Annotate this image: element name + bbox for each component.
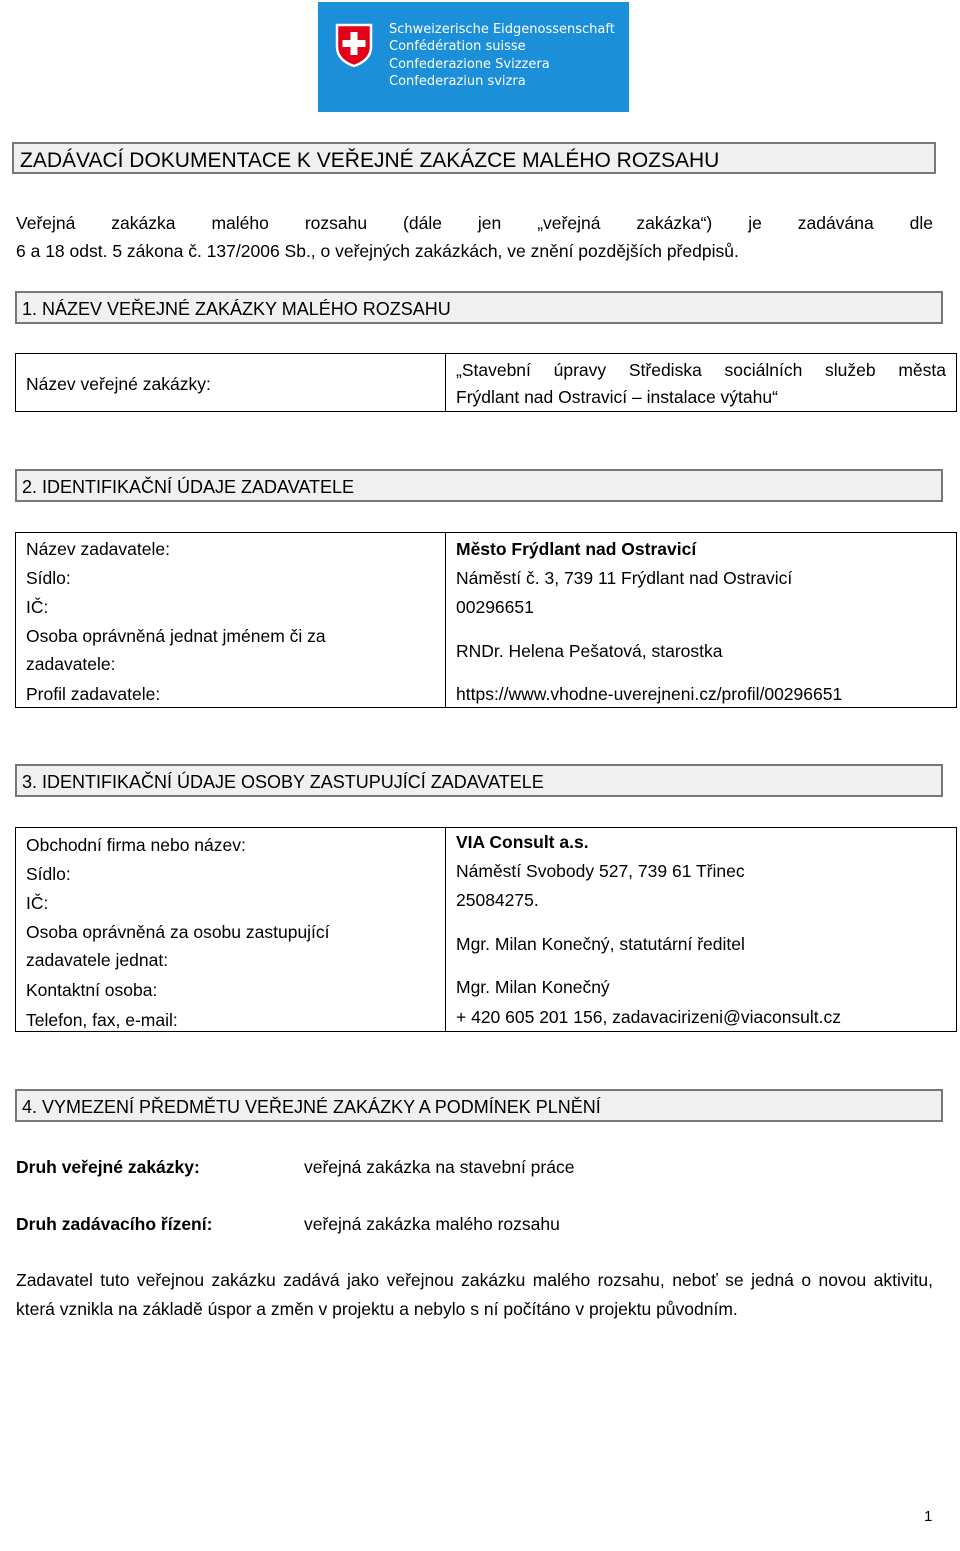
logo-name-de: Schweizerische Eidgenossenschaft xyxy=(389,22,615,37)
section-3-heading-text: 3. IDENTIFIKAČNÍ ÚDAJE OSOBY ZASTUPUJÍCÍ ZADAVATELE xyxy=(22,772,544,792)
contract-name-value-line-2: Frýdlant nad Ostravicí – instalace výtahu“ xyxy=(456,387,778,407)
rep-firm-value: VIA Consult a.s. xyxy=(456,832,589,852)
procedure-type-value: veřejná zakázka malého rozsahu xyxy=(304,1214,560,1234)
rep-ic-label: IČ: xyxy=(26,893,49,913)
rep-contact-value: Mgr. Milan Konečný xyxy=(456,977,610,997)
rep-firm-label: Obchodní firma nebo název: xyxy=(26,835,246,855)
table-divider xyxy=(445,828,446,1031)
logo-name-fr: Confédération suisse xyxy=(389,39,526,55)
rep-contact-label: Kontaktní osoba: xyxy=(26,980,158,1000)
rep-person-value: Mgr. Milan Konečný, statutární ředitel xyxy=(456,934,745,954)
intro-line-1: Veřejná zakázka malého rozsahu (dále jen „veřejná zakázka“) je zadávána dle xyxy=(16,213,933,233)
section-4-paragraph: Zadavatel tuto veřejnou zakázku zadává jako veřejnou zakázku malého rozsahu, neboť se jedná o novou aktivitu, která vznikla na základě úspor a změn v projektu a nebylo s ní počítáno v projektu původním. xyxy=(16,1270,933,1319)
document-title: ZADÁVACÍ DOKUMENTACE K VEŘEJNÉ ZAKÁZCE MALÉHO ROZSAHU xyxy=(20,149,720,172)
section-1-heading xyxy=(15,291,943,324)
authority-ic-label: IČ: xyxy=(26,597,49,617)
rep-phone-label: Telefon, fax, e-mail: xyxy=(26,1010,178,1030)
authority-seat-value: Náměstí č. 3, 739 11 Frýdlant nad Ostravicí xyxy=(456,568,793,588)
section-2-heading xyxy=(15,469,943,502)
section-1-heading-text: 1. NÁZEV VEŘEJNÉ ZAKÁZKY MALÉHO ROZSAHU xyxy=(22,299,451,319)
authority-name-value: Město Frýdlant nad Ostravicí xyxy=(456,539,697,559)
table-divider xyxy=(445,533,446,707)
rep-person-label-line-1: Osoba oprávněná za osobu zastupující xyxy=(26,922,330,942)
intro-line-2: 6 a 18 odst. 5 zákona č. 137/2006 Sb., o veřejných zakázkách, ve znění pozdějších předpisů. xyxy=(16,241,739,261)
rep-phone-value: + 420 605 201 156, zadavacirizeni@viaconsult.cz xyxy=(456,1007,842,1027)
contract-type-label: Druh veřejné zakázky: xyxy=(16,1157,200,1177)
intro-paragraph xyxy=(16,209,933,265)
logo-name-it: Confederazione Svizzera xyxy=(389,56,550,72)
section-4-heading-text: 4. VYMEZENÍ PŘEDMĚTU VEŘEJNÉ ZAKÁZKY A PODMÍNEK PLNĚNÍ xyxy=(22,1097,601,1117)
authority-name-label: Název zadavatele: xyxy=(26,539,170,559)
authority-person-label-line-1: Osoba oprávněná jednat jménem či za xyxy=(26,626,326,646)
authority-person-value: RNDr. Helena Pešatová, starostka xyxy=(456,641,723,661)
contract-name-table xyxy=(15,353,957,412)
table-divider xyxy=(445,354,446,411)
logo-names xyxy=(389,21,615,90)
swiss-shield-icon xyxy=(335,23,373,67)
contract-type-value: veřejná zakázka na stavební práce xyxy=(304,1157,575,1177)
swiss-confederation-logo xyxy=(318,2,629,112)
page-number: 1 xyxy=(924,1508,933,1525)
authority-ic-value: 00296651 xyxy=(456,597,534,617)
rep-seat-value: Náměstí Svobody 527, 739 61 Třinec xyxy=(456,861,745,881)
contracting-authority-table xyxy=(15,532,957,708)
representative-table xyxy=(15,827,957,1032)
section-2-heading-text: 2. IDENTIFIKAČNÍ ÚDAJE ZADAVATELE xyxy=(22,477,355,497)
authority-profile-value[interactable]: https://www.vhodne-uverejneni.cz/profil/00296651 xyxy=(456,684,843,704)
authority-seat-label: Sídlo: xyxy=(26,568,71,588)
logo-name-rm: Confederaziun svizra xyxy=(389,73,526,89)
section-4-heading xyxy=(15,1089,943,1122)
rep-ic-value: 25084275. xyxy=(456,890,539,910)
rep-seat-label: Sídlo: xyxy=(26,864,71,884)
authority-profile-label: Profil zadavatele: xyxy=(26,684,161,704)
section-3-heading xyxy=(15,764,943,797)
document-title-box xyxy=(12,142,936,174)
contract-name-value-line-1: „Stavební úpravy Střediska sociálních služeb města xyxy=(456,360,946,380)
rep-person-label-line-2: zadavatele jednat: xyxy=(26,950,169,970)
authority-person-label-line-2: zadavatele: xyxy=(26,654,116,674)
procedure-type-label: Druh zadávacího řízení: xyxy=(16,1214,213,1234)
contract-name-label: Název veřejné zakázky: xyxy=(26,374,211,394)
